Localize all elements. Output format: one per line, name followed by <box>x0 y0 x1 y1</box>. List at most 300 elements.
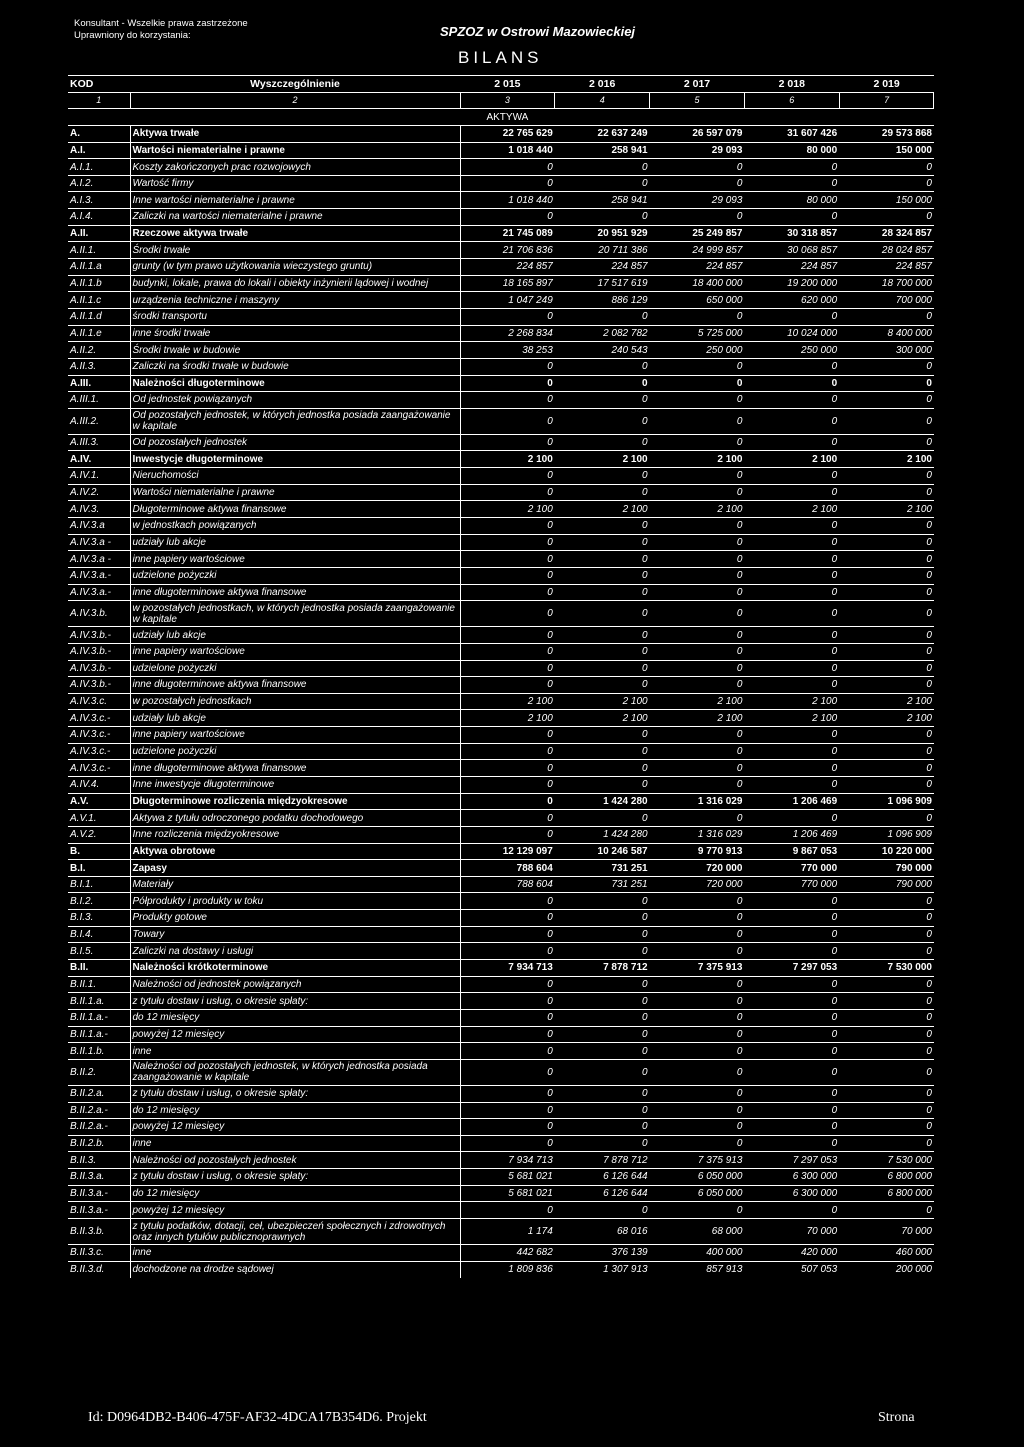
row-label: udzielone pożyczki <box>130 660 460 677</box>
row-value: 6 800 000 <box>839 1169 934 1186</box>
row-code: B.II.1. <box>68 976 130 993</box>
row-label: udzielone pożyczki <box>130 743 460 760</box>
row-value: 0 <box>555 677 650 694</box>
row-value: 0 <box>650 760 745 777</box>
row-value: 1 809 836 <box>460 1261 555 1278</box>
row-label: do 12 miesięcy <box>130 1185 460 1202</box>
row-value: 6 050 000 <box>650 1185 745 1202</box>
row-value: 0 <box>650 175 745 192</box>
row-value: 0 <box>744 643 839 660</box>
row-code: B.II.2.a.- <box>68 1119 130 1136</box>
row-code: A.IV.3.b.- <box>68 643 130 660</box>
row-value: 0 <box>744 434 839 451</box>
row-value: 7 878 712 <box>555 960 650 977</box>
row-value: 0 <box>839 926 934 943</box>
row-value: 0 <box>650 1119 745 1136</box>
row-value: 10 246 587 <box>555 843 650 860</box>
row-value: 0 <box>744 408 839 434</box>
row-value: 6 050 000 <box>650 1169 745 1186</box>
row-value: 7 297 053 <box>744 960 839 977</box>
row-code: A.IV.3.b.- <box>68 677 130 694</box>
authorized-line: Uprawniony do korzystania: <box>74 30 191 41</box>
row-label: Należności krótkoterminowe <box>130 960 460 977</box>
row-value: 6 300 000 <box>744 1185 839 1202</box>
row-value: 0 <box>839 468 934 485</box>
row-value: 0 <box>839 643 934 660</box>
row-value: 7 934 713 <box>460 960 555 977</box>
column-number-row <box>68 92 934 109</box>
table-row <box>68 660 934 677</box>
row-value: 0 <box>744 760 839 777</box>
row-code: A.I.3. <box>68 192 130 209</box>
row-label: z tytułu dostaw i usług, o okresie spłaty: <box>130 1169 460 1186</box>
row-value: 0 <box>650 1043 745 1060</box>
row-value: 0 <box>744 209 839 226</box>
table-row <box>68 225 934 242</box>
row-value: 258 941 <box>555 142 650 159</box>
row-value: 770 000 <box>744 860 839 877</box>
row-value: 0 <box>744 976 839 993</box>
row-value: 0 <box>460 1085 555 1102</box>
column-number: 1 <box>68 92 130 109</box>
row-code: A.I.1. <box>68 159 130 176</box>
row-value: 0 <box>460 308 555 325</box>
row-value: 28 324 857 <box>839 225 934 242</box>
table-row <box>68 434 934 451</box>
table-row <box>68 142 934 159</box>
row-value: 2 100 <box>744 693 839 710</box>
table-row <box>68 760 934 777</box>
row-value: 0 <box>555 308 650 325</box>
table-row <box>68 1185 934 1202</box>
row-value: 2 100 <box>650 710 745 727</box>
row-value: 22 765 629 <box>460 125 555 142</box>
row-label: Produkty gotowe <box>130 910 460 927</box>
row-code: A.IV.3.b.- <box>68 660 130 677</box>
table-row <box>68 501 934 518</box>
row-value: 1 096 909 <box>839 826 934 843</box>
row-value: 7 530 000 <box>839 1152 934 1169</box>
row-code: A.V. <box>68 793 130 810</box>
row-value: 0 <box>650 776 745 793</box>
page-label: Strona <box>878 1410 915 1425</box>
row-value: 30 068 857 <box>744 242 839 259</box>
row-value: 0 <box>650 209 745 226</box>
row-value: 0 <box>650 408 745 434</box>
row-value: 0 <box>839 627 934 644</box>
row-value: 10 220 000 <box>839 843 934 860</box>
row-label: Należności długoterminowe <box>130 375 460 392</box>
row-value: 0 <box>555 159 650 176</box>
table-row <box>68 893 934 910</box>
table-row <box>68 810 934 827</box>
row-value: 0 <box>555 943 650 960</box>
row-label: inne <box>130 1245 460 1262</box>
row-label: Aktywa obrotowe <box>130 843 460 860</box>
row-value: 0 <box>650 484 745 501</box>
row-value: 0 <box>650 567 745 584</box>
row-value: 0 <box>555 175 650 192</box>
row-value: 0 <box>744 893 839 910</box>
row-value: 1 424 280 <box>555 826 650 843</box>
row-label: Zaliczki na dostawy i usługi <box>130 943 460 960</box>
row-value: 790 000 <box>839 860 934 877</box>
row-value: 0 <box>744 468 839 485</box>
row-code: A.IV.3.c.- <box>68 760 130 777</box>
row-label: w jednostkach powiązanych <box>130 518 460 535</box>
row-value: 2 100 <box>744 710 839 727</box>
row-label: inne długoterminowe aktywa finansowe <box>130 760 460 777</box>
table-row <box>68 259 934 276</box>
row-value: 250 000 <box>744 342 839 359</box>
row-value: 0 <box>839 567 934 584</box>
row-label: grunty (w tym prawo użytkowania wieczystego gruntu) <box>130 259 460 276</box>
row-value: 0 <box>839 993 934 1010</box>
table-row <box>68 325 934 342</box>
row-value: 17 517 619 <box>555 275 650 292</box>
row-value: 0 <box>839 392 934 409</box>
row-code: A.IV.3.c.- <box>68 727 130 744</box>
row-value: 7 530 000 <box>839 960 934 977</box>
row-value: 29 573 868 <box>839 125 934 142</box>
table-row <box>68 125 934 142</box>
row-value: 0 <box>555 1202 650 1219</box>
row-value: 68 016 <box>555 1219 650 1245</box>
row-value: 0 <box>744 375 839 392</box>
row-value: 0 <box>555 910 650 927</box>
row-value: 0 <box>839 358 934 375</box>
row-value: 0 <box>555 1135 650 1152</box>
table-row <box>68 567 934 584</box>
row-code: A.III. <box>68 375 130 392</box>
row-label: budynki, lokale, prawa do lokali i obiekty inżynierii lądowej i wodnej <box>130 275 460 292</box>
row-label: powyżej 12 miesięcy <box>130 1202 460 1219</box>
column-header-year: 2 015 <box>460 76 555 93</box>
row-value: 731 251 <box>555 876 650 893</box>
column-number: 6 <box>744 92 839 109</box>
row-label: Inwestycje długoterminowe <box>130 451 460 468</box>
row-value: 0 <box>839 175 934 192</box>
row-label: inne papiery wartościowe <box>130 727 460 744</box>
row-value: 0 <box>555 893 650 910</box>
row-value: 0 <box>555 660 650 677</box>
row-value: 9 867 053 <box>744 843 839 860</box>
row-value: 0 <box>744 910 839 927</box>
row-label: Od pozostałych jednostek <box>130 434 460 451</box>
row-code: A.IV.3.a.- <box>68 584 130 601</box>
row-value: 0 <box>650 1026 745 1043</box>
row-value: 0 <box>839 677 934 694</box>
row-value: 18 400 000 <box>650 275 745 292</box>
row-value: 0 <box>555 1043 650 1060</box>
row-value: 21 745 089 <box>460 225 555 242</box>
row-value: 0 <box>460 408 555 434</box>
table-row <box>68 551 934 568</box>
row-value: 0 <box>555 567 650 584</box>
row-value: 0 <box>650 743 745 760</box>
row-value: 0 <box>555 358 650 375</box>
row-value: 731 251 <box>555 860 650 877</box>
row-value: 0 <box>460 993 555 1010</box>
section-label: AKTYWA <box>486 111 529 123</box>
row-label: Długoterminowe rozliczenia międzyokresowe <box>130 793 460 810</box>
row-value: 2 100 <box>555 451 650 468</box>
row-label: inne długoterminowe aktywa finansowe <box>130 677 460 694</box>
row-value: 0 <box>460 1009 555 1026</box>
row-code: A.IV.3.b.- <box>68 627 130 644</box>
row-value: 376 139 <box>555 1245 650 1262</box>
row-value: 0 <box>555 518 650 535</box>
row-value: 0 <box>460 392 555 409</box>
row-value: 0 <box>650 976 745 993</box>
row-value: 720 000 <box>650 876 745 893</box>
table-row <box>68 993 934 1010</box>
row-value: 300 000 <box>839 342 934 359</box>
row-value: 0 <box>650 1135 745 1152</box>
row-code: A.IV.3.a.- <box>68 567 130 584</box>
row-code: B.II.2. <box>68 1059 130 1085</box>
row-value: 7 375 913 <box>650 960 745 977</box>
row-label: udzielone pożyczki <box>130 567 460 584</box>
row-value: 0 <box>650 1102 745 1119</box>
row-value: 788 604 <box>460 860 555 877</box>
row-value: 0 <box>460 643 555 660</box>
row-label: Długoterminowe aktywa finansowe <box>130 501 460 518</box>
table-row <box>68 1135 934 1152</box>
row-value: 0 <box>650 727 745 744</box>
row-value: 2 100 <box>839 451 934 468</box>
row-value: 420 000 <box>744 1245 839 1262</box>
row-value: 0 <box>839 727 934 744</box>
row-value: 0 <box>744 776 839 793</box>
row-value: 0 <box>460 567 555 584</box>
row-label: Półprodukty i produkty w toku <box>130 893 460 910</box>
row-label: Należności od pozostałych jednostek <box>130 1152 460 1169</box>
row-code: B.II.1.a.- <box>68 1026 130 1043</box>
row-code: A.IV.1. <box>68 468 130 485</box>
row-value: 38 253 <box>460 342 555 359</box>
row-value: 0 <box>650 1085 745 1102</box>
row-value: 0 <box>744 175 839 192</box>
row-label: Wartości niematerialne i prawne <box>130 142 460 159</box>
row-value: 0 <box>460 375 555 392</box>
row-value: 0 <box>555 584 650 601</box>
table-row <box>68 1169 934 1186</box>
table-row <box>68 643 934 660</box>
row-value: 0 <box>555 375 650 392</box>
row-value: 0 <box>744 660 839 677</box>
row-value: 0 <box>744 584 839 601</box>
row-value: 0 <box>650 910 745 927</box>
row-code: B.II.3.a. <box>68 1169 130 1186</box>
row-value: 200 000 <box>839 1261 934 1278</box>
row-code: A.I. <box>68 142 130 159</box>
table-row <box>68 1043 934 1060</box>
table-row <box>68 242 934 259</box>
row-value: 1 316 029 <box>650 826 745 843</box>
table-row <box>68 1152 934 1169</box>
row-value: 0 <box>839 484 934 501</box>
table-row <box>68 627 934 644</box>
row-label: Rzeczowe aktywa trwałe <box>130 225 460 242</box>
row-code: B.II.2.a.- <box>68 1102 130 1119</box>
row-value: 26 597 079 <box>650 125 745 142</box>
row-value: 6 300 000 <box>744 1169 839 1186</box>
row-value: 0 <box>839 375 934 392</box>
row-value: 250 000 <box>650 342 745 359</box>
row-value: 0 <box>650 551 745 568</box>
row-code: A.IV.2. <box>68 484 130 501</box>
row-code: B.II.2.b. <box>68 1135 130 1152</box>
table-row <box>68 159 934 176</box>
table-row <box>68 677 934 694</box>
row-value: 18 700 000 <box>839 275 934 292</box>
row-value: 0 <box>744 534 839 551</box>
row-value: 0 <box>650 518 745 535</box>
row-value: 0 <box>460 910 555 927</box>
row-value: 0 <box>744 1202 839 1219</box>
row-value: 5 681 021 <box>460 1185 555 1202</box>
row-value: 0 <box>650 1009 745 1026</box>
row-value: 0 <box>744 1102 839 1119</box>
table-row <box>68 292 934 309</box>
table-row <box>68 518 934 535</box>
row-code: A.IV.3.b. <box>68 601 130 627</box>
row-value: 0 <box>650 1059 745 1085</box>
row-code: A.II.1.e <box>68 325 130 342</box>
table-row <box>68 451 934 468</box>
row-value: 0 <box>650 1202 745 1219</box>
table-row <box>68 860 934 877</box>
row-value: 0 <box>839 943 934 960</box>
table-row <box>68 601 934 627</box>
row-code: B.I.4. <box>68 926 130 943</box>
row-value: 0 <box>555 810 650 827</box>
column-header-year: 2 017 <box>650 76 745 93</box>
row-value: 700 000 <box>839 292 934 309</box>
header-left <box>74 18 248 42</box>
table-row <box>68 843 934 860</box>
row-value: 0 <box>839 1026 934 1043</box>
row-value: 0 <box>744 943 839 960</box>
row-value: 0 <box>839 1085 934 1102</box>
row-value: 2 100 <box>650 693 745 710</box>
row-value: 886 129 <box>555 292 650 309</box>
row-value: 0 <box>839 760 934 777</box>
row-value: 0 <box>555 760 650 777</box>
row-code: B.II.1.a. <box>68 993 130 1010</box>
row-value: 7 934 713 <box>460 1152 555 1169</box>
row-value: 0 <box>839 910 934 927</box>
table-row <box>68 468 934 485</box>
row-value: 5 681 021 <box>460 1169 555 1186</box>
row-value: 0 <box>744 358 839 375</box>
row-value: 0 <box>650 660 745 677</box>
license-line: Konsultant - Wszelkie prawa zastrzeżone <box>74 18 248 29</box>
table-row <box>68 710 934 727</box>
table-row <box>68 584 934 601</box>
row-value: 442 682 <box>460 1245 555 1262</box>
row-value: 0 <box>460 943 555 960</box>
row-value: 0 <box>650 358 745 375</box>
row-value: 0 <box>839 1059 934 1085</box>
row-value: 0 <box>555 534 650 551</box>
row-value: 70 000 <box>839 1219 934 1245</box>
table-row <box>68 375 934 392</box>
row-value: 258 941 <box>555 192 650 209</box>
row-value: 10 024 000 <box>744 325 839 342</box>
row-code: A.IV.4. <box>68 776 130 793</box>
row-label: Należności od jednostek powiązanych <box>130 976 460 993</box>
row-value: 0 <box>744 627 839 644</box>
row-value: 224 857 <box>555 259 650 276</box>
row-code: B.I.1. <box>68 876 130 893</box>
row-value: 0 <box>460 551 555 568</box>
row-value: 2 100 <box>650 501 745 518</box>
row-label: inne <box>130 1043 460 1060</box>
row-value: 6 800 000 <box>839 1185 934 1202</box>
table-row <box>68 342 934 359</box>
row-value: 80 000 <box>744 192 839 209</box>
row-code: B.II.2.a. <box>68 1085 130 1102</box>
row-value: 1 047 249 <box>460 292 555 309</box>
row-value: 0 <box>744 1135 839 1152</box>
row-value: 18 165 897 <box>460 275 555 292</box>
row-value: 224 857 <box>839 259 934 276</box>
row-label: dochodzone na drodze sądowej <box>130 1261 460 1278</box>
row-code: A.II.1.a <box>68 259 130 276</box>
row-value: 0 <box>460 826 555 843</box>
row-value: 0 <box>839 976 934 993</box>
table-row <box>68 192 934 209</box>
column-number: 5 <box>650 92 745 109</box>
row-value: 29 093 <box>650 142 745 159</box>
page-title: BILANS <box>458 48 543 67</box>
row-value: 0 <box>555 1119 650 1136</box>
row-value: 507 053 <box>744 1261 839 1278</box>
row-value: 1 424 280 <box>555 793 650 810</box>
row-value: 0 <box>650 468 745 485</box>
row-value: 150 000 <box>839 142 934 159</box>
row-value: 0 <box>460 434 555 451</box>
table-row <box>68 1119 934 1136</box>
row-value: 0 <box>650 584 745 601</box>
column-header-row <box>68 76 934 93</box>
row-value: 1 096 909 <box>839 793 934 810</box>
row-value: 150 000 <box>839 192 934 209</box>
row-value: 2 100 <box>555 693 650 710</box>
row-code: B.II.3.a.- <box>68 1202 130 1219</box>
column-number: 3 <box>460 92 555 109</box>
row-code: A.II.1. <box>68 242 130 259</box>
row-code: B.I. <box>68 860 130 877</box>
row-code: A.IV.3.c. <box>68 693 130 710</box>
row-code: A.II.1.b <box>68 275 130 292</box>
row-value: 0 <box>650 943 745 960</box>
row-code: B.II.3. <box>68 1152 130 1169</box>
row-value: 0 <box>460 484 555 501</box>
row-label: Koszty zakończonych prac rozwojowych <box>130 159 460 176</box>
row-value: 30 318 857 <box>744 225 839 242</box>
row-code: A.V.2. <box>68 826 130 843</box>
row-value: 0 <box>555 601 650 627</box>
row-label: Inne wartości niematerialne i prawne <box>130 192 460 209</box>
row-label: Aktywa z tytułu odroczonego podatku dochodowego <box>130 810 460 827</box>
row-value: 0 <box>555 434 650 451</box>
row-value: 857 913 <box>650 1261 745 1278</box>
row-value: 0 <box>460 1119 555 1136</box>
row-label: Należności od pozostałych jednostek, w których jednostka posiada zaangażowanie w kapitale <box>130 1059 460 1085</box>
